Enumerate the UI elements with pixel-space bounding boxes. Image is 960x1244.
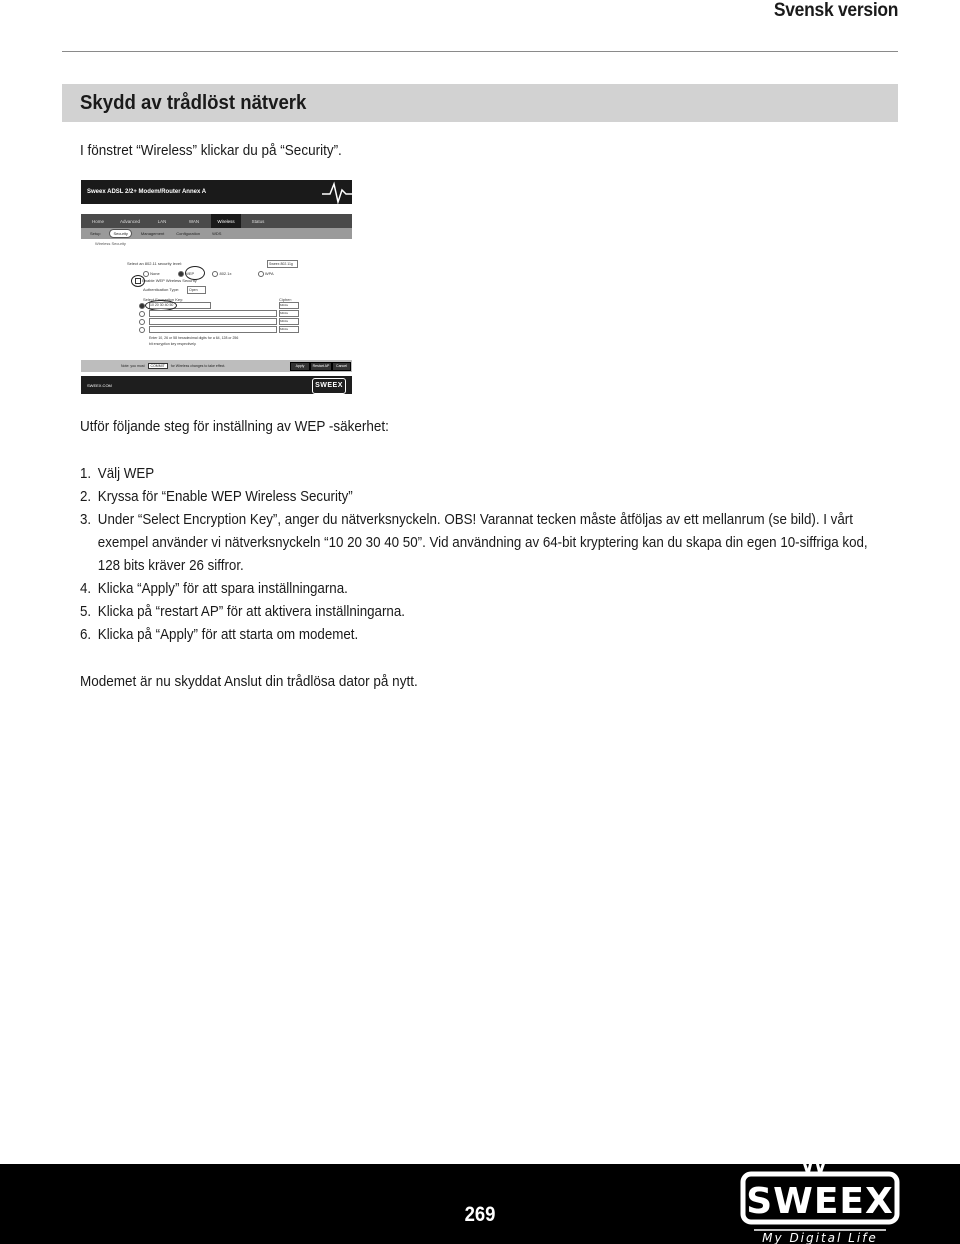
radio-none[interactable] xyxy=(143,271,149,277)
wireless-security-form xyxy=(127,258,299,350)
step-number: 4. xyxy=(80,580,92,597)
security-mode-row xyxy=(143,271,274,277)
page-number: 269 xyxy=(464,1203,496,1226)
enable-wep-label: Enable WEP Wireless Security xyxy=(142,278,197,284)
intro-text: I fönstret “Wireless” klickar du på “Security”. xyxy=(80,142,342,159)
header-rule xyxy=(62,51,898,52)
radio-wep[interactable] xyxy=(178,271,184,277)
tab-status[interactable]: Status xyxy=(251,218,265,224)
mode-wep-label: WEP xyxy=(185,271,195,277)
logo-tagline: My Digital Life xyxy=(762,1231,878,1244)
cipher-select-2[interactable]: 64bits xyxy=(279,310,299,317)
screenshot-sweex-logo: SWEEX xyxy=(312,378,346,394)
key-radio-3[interactable] xyxy=(139,319,145,325)
screenshot-main-tabs xyxy=(81,214,352,228)
step-number: 3. xyxy=(80,511,92,528)
tab-wan[interactable]: WAN xyxy=(188,218,200,224)
commit-link[interactable]: COMMIT xyxy=(148,363,168,369)
step-number: 2. xyxy=(80,488,92,505)
list-item xyxy=(80,600,881,623)
section-title: Skydd av trådlöst nätverk xyxy=(80,91,307,114)
commit-note-text: Note: you must xyxy=(121,364,145,368)
mode-wpa-label: WPA xyxy=(264,271,274,277)
tab-advanced[interactable]: Advanced xyxy=(119,218,140,224)
auth-type-select[interactable]: Open xyxy=(187,286,206,294)
security-level-label: Select an 802.11 security level: xyxy=(127,261,183,266)
step-number: 1. xyxy=(80,465,92,482)
list-item xyxy=(80,462,881,485)
key-hint-line-2: bit encryption key respectively. xyxy=(149,342,197,346)
cipher-select-1[interactable]: 64bits xyxy=(279,302,299,309)
tab-wireless[interactable]: Wireless xyxy=(211,214,241,228)
screenshot-footer-brand: SWEEX.COM xyxy=(87,382,112,388)
apply-button[interactable]: Apply xyxy=(290,362,310,371)
subtab-security[interactable]: Security xyxy=(109,229,131,238)
step-text: Klicka “Apply” för att spara inställningarna. xyxy=(97,580,348,597)
subtab-configuration[interactable]: Configuration xyxy=(176,231,201,236)
steps-intro: Utför följande steg för inställning av WEP -säkerhet: xyxy=(80,418,389,435)
tab-lan[interactable]: LAN xyxy=(157,218,167,224)
cipher-label: Cipher: xyxy=(279,297,292,302)
list-item xyxy=(80,485,881,508)
step-text: Välj WEP xyxy=(97,465,155,482)
cipher-select-3[interactable]: 64bits xyxy=(279,318,299,325)
language-header: Svensk version xyxy=(773,0,898,21)
closing-text: Modemet är nu skyddat Anslut din trådlösa dator på nytt. xyxy=(80,673,418,690)
key-input-2[interactable] xyxy=(149,310,277,317)
mode-none-label: None xyxy=(150,271,160,277)
mode-8021x-label: 802.1x xyxy=(219,271,232,277)
step-text: Kryssa för “Enable WEP Wireless Security” xyxy=(97,488,353,505)
step-text: Klicka på “Apply” för att starta om modemet. xyxy=(97,626,359,643)
screenshot-breadcrumb: Wireless Security xyxy=(95,241,126,246)
step-text: Under “Select Encryption Key”, anger du nätverksnyckeln. OBS! Varannat tecken måste åtföljas av ett mellanrum (se bild). I vårt exempel använder vi nätverksnyckeln “10 20 30 40 50”. Vid användning av 64-bit kryptering kan du skapa din egen 10-siffriga kod, 128 bits kräver 26 siffror. xyxy=(97,511,868,574)
security-level-select[interactable]: Sweex 802.11g xyxy=(267,260,298,268)
list-item xyxy=(80,508,881,577)
checkbox-highlight-circle xyxy=(131,275,145,287)
restart-ap-button[interactable]: Restart AP xyxy=(310,362,332,371)
key-label: Select Encryption Key: xyxy=(143,297,184,302)
cipher-select-4[interactable]: 64bits xyxy=(279,326,299,333)
subtab-wds[interactable]: WDS xyxy=(212,231,222,236)
key-radio-4[interactable] xyxy=(139,327,145,333)
step-number: 6. xyxy=(80,626,92,643)
logo-wordmark: SWEEX xyxy=(746,1181,894,1222)
key-hint-line-1: Enter 10, 26 or 58 hexadecimal digits for a 64, 128 or 256 xyxy=(149,336,239,340)
router-screenshot xyxy=(81,180,352,394)
screenshot-title-bar xyxy=(81,180,352,204)
key-input-1[interactable]: 10 20 30 40 50 xyxy=(149,302,211,309)
subtab-setup[interactable]: Setup xyxy=(90,231,101,236)
sweex-logo xyxy=(740,1146,900,1244)
subtab-management[interactable]: Management xyxy=(140,231,165,236)
tab-home[interactable]: Home xyxy=(91,218,104,224)
list-item xyxy=(80,577,881,600)
steps-list xyxy=(80,462,881,646)
radio-wpa[interactable] xyxy=(258,271,264,277)
step-text: Klicka på “restart AP” för att aktivera inställningarna. xyxy=(97,603,405,620)
key-input-3[interactable] xyxy=(149,318,277,325)
key-input-4[interactable] xyxy=(149,326,277,333)
key-radio-2[interactable] xyxy=(139,311,145,317)
screenshot-title: Sweex ADSL 2/2+ Modem/Router Annex A xyxy=(87,189,207,195)
list-item xyxy=(80,623,881,646)
section-header-bar xyxy=(62,84,898,122)
step-number: 5. xyxy=(80,603,92,620)
screenshot-sub-tabs xyxy=(81,228,352,239)
cancel-button[interactable]: Cancel xyxy=(332,362,351,371)
auth-type-label: Authentication Type: xyxy=(143,287,180,292)
commit-note-tail: for Wireless changes to take effect. xyxy=(170,364,226,368)
pulse-logo-icon xyxy=(322,180,352,204)
radio-8021x[interactable] xyxy=(212,271,218,277)
